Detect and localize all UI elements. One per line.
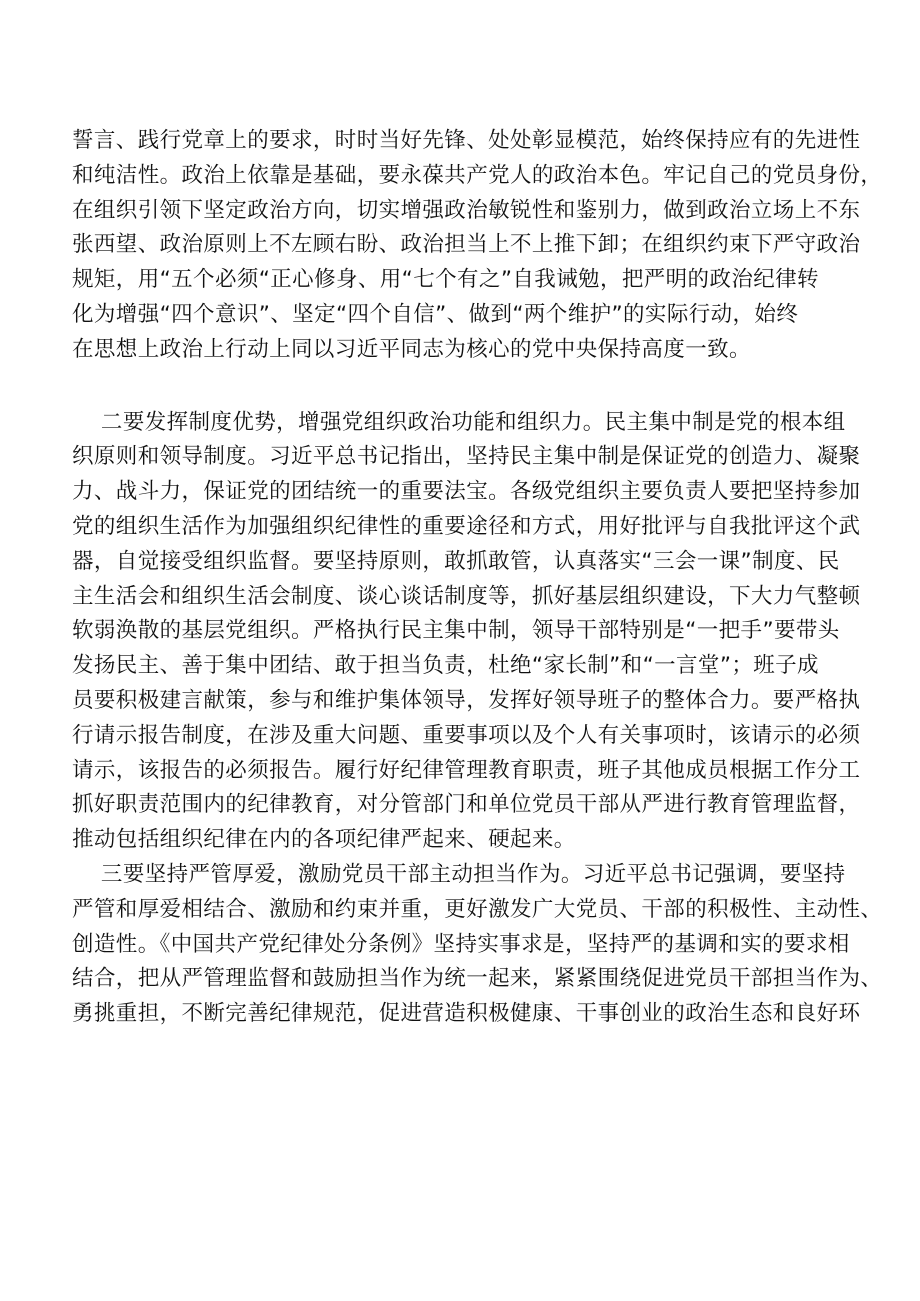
text-line: 党的组织生活作为加强组织纪律性的重要途径和方式，用好批评与自我批评这个武 bbox=[72, 513, 861, 539]
text-line: 张西望、政治原则上不左顾右盼、政治担当上不上推下卸；在组织约束下严守政治 bbox=[72, 232, 861, 258]
text-line: 行请示报告制度，在涉及重大问题、重要事项以及个人有关事项时，该请示的必须 bbox=[72, 722, 861, 748]
text-line: 二要发挥制度优势，增强党组织政治功能和组织力。民主集中制是党的根本组 bbox=[72, 409, 846, 435]
text-line: 器，自觉接受组织监督。要坚持原则，敢抓敢管，认真落实“三会一课”制度、民 bbox=[72, 548, 840, 574]
text-line: 织原则和领导制度。习近平总书记指出，坚持民主集中制是保证党的创造力、凝聚 bbox=[72, 444, 861, 470]
paragraph-3 bbox=[72, 858, 883, 1032]
text-line: 结合，把从严管理监督和鼓励担当作为统一起来，紧紧围绕促进党员干部担当作为、 bbox=[72, 966, 883, 992]
paragraph-1 bbox=[72, 124, 883, 368]
text-line: 员要积极建言献策，参与和维护集体领导，发挥好领导班子的整体合力。要严格执 bbox=[72, 687, 861, 713]
text-line: 推动包括组织纪律在内的各项纪律严起来、硬起来。 bbox=[72, 827, 576, 853]
text-line: 请示，该报告的必须报告。履行好纪律管理教育职责，班子其他成员根据工作分工 bbox=[72, 757, 861, 783]
text-line: 化为增强“四个意识”、坚定“四个自信”、做到“两个维护”的实际行动，始终 bbox=[72, 301, 799, 327]
text-line: 发扬民主、善于集中团结、敢于担当负责，杜绝“家长制”和“一言堂”；班子成 bbox=[72, 653, 819, 679]
text-line: 软弱涣散的基层党组织。严格执行民主集中制，领导干部特别是“一把手”要带头 bbox=[72, 618, 840, 644]
text-line: 力、战斗力，保证党的团结统一的重要法宝。各级党组织主要负责人要把坚持参加 bbox=[72, 479, 861, 505]
text-line: 在思想上政治上行动上同以习近平同志为核心的党中央保持高度一致。 bbox=[72, 336, 751, 362]
text-line: 和纯洁性。政治上依靠是基础，要永葆共产党人的政治本色。牢记自己的党员身份， bbox=[72, 162, 883, 188]
text-line: 誓言、践行党章上的要求，时时当好先锋、处处彰显模范，始终保持应有的先进性 bbox=[72, 128, 861, 153]
text-line: 主生活会和组织生活会制度、谈心谈话制度等，抓好基层组织建设，下大力气整顿 bbox=[72, 583, 861, 609]
text-line: 规矩，用“五个必须“正心修身、用“七个有之”自我诫勉，把严明的政治纪律转 bbox=[72, 267, 819, 293]
paragraph-2 bbox=[72, 406, 862, 858]
text-line: 三要坚持严管厚爱，激励党员干部主动担当作为。习近平总书记强调，要坚持 bbox=[72, 861, 846, 887]
text-line: 严管和厚爱相结合、激励和约束并重，更好激发广大党员、干部的积极性、主动性、 bbox=[72, 896, 883, 922]
paragraph-spacer bbox=[72, 368, 862, 406]
text-line: 勇挑重担，不断完善纪律规范，促进营造积极健康、干事创业的政治生态和良好环 bbox=[72, 1001, 861, 1027]
text-line: 在组织引领下坚定政治方向，切实增强政治敏锐性和鉴别力，做到政治立场上不东 bbox=[72, 197, 861, 223]
text-line: 抓好职责范围内的纪律教育，对分管部门和单位党员干部从严进行教育管理监督， bbox=[72, 792, 861, 818]
text-line: 创造性。《中国共产党纪律处分条例》坚持实事求是，坚持严的基调和实的要求相 bbox=[72, 931, 850, 957]
document-body bbox=[72, 124, 883, 1032]
